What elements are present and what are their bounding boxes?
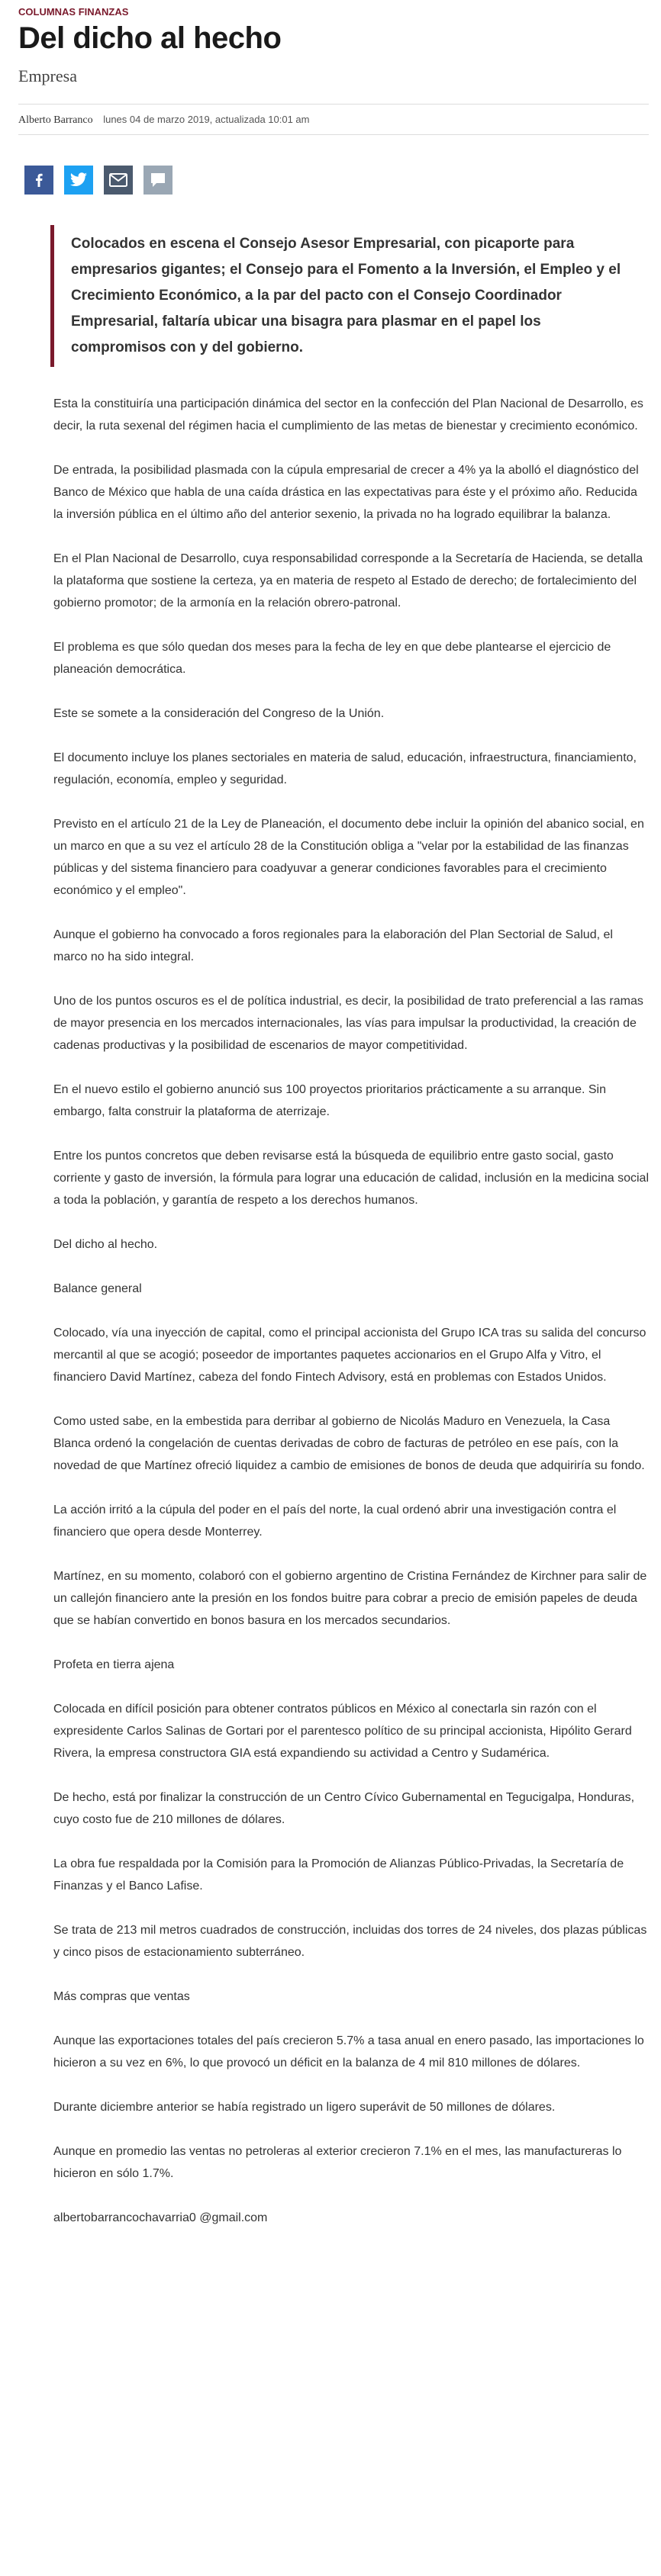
share-email-button[interactable] bbox=[104, 166, 133, 195]
article-title: Del dicho al hecho bbox=[18, 21, 282, 55]
author-name[interactable]: Alberto Barranco bbox=[18, 114, 93, 126]
paragraph: Esta la constituiría una participación dinámica del sector en la confección del Plan Nacional de Desarrollo, es decir, la ruta sexenal del régimen hacia el cumplimiento de las metas de bienestar y crecimiento económico. bbox=[53, 397, 643, 433]
paragraph: Del dicho al hecho. bbox=[53, 1238, 158, 1251]
facebook-icon bbox=[31, 172, 47, 188]
paragraph: Aunque en promedio las ventas no petroleras al exterior crecieron 7.1% en el mes, las manufactureras lo hicieron en sólo 1.7%. bbox=[53, 2145, 622, 2180]
paragraph: Aunque las exportaciones totales del país crecieron 5.7% a tasa anual en enero pasado, las importaciones lo hicieron a su vez en 6%, lo que provocó un déficit en la balanza de 4 mil 810 millones de dólares. bbox=[53, 2034, 644, 2069]
byline bbox=[18, 105, 649, 134]
subheading: Profeta en tierra ajena bbox=[53, 1658, 175, 1671]
divider bbox=[18, 134, 649, 135]
twitter-icon bbox=[69, 172, 88, 188]
article-lead: Colocados en escena el Consejo Asesor Empresarial, con picaporte para empresarios gigantes; el Consejo para el Fomento a la Inversión, el Empleo y el Crecimiento Económico, a la par del pacto con el Consejo Coordinador Empresarial, faltaría ubicar una bisagra para plasmar en el papel los compromisos con y del gobierno. bbox=[50, 225, 636, 367]
paragraph: El documento incluye los planes sectoriales en materia de salud, educación, infraestructura, financiamiento, regulación, economía, empleo y seguridad. bbox=[53, 751, 637, 786]
paragraph: Este se somete a la consideración del Congreso de la Unión. bbox=[53, 707, 385, 720]
paragraph: La acción irritó a la cúpula del poder en el país del norte, la cual ordenó abrir una investigación contra el financiero que opera desde Monterrey. bbox=[53, 1503, 617, 1539]
paragraph: La obra fue respaldada por la Comisión para la Promoción de Alianzas Público-Privadas, la Secretaría de Finanzas y el Banco Lafise. bbox=[53, 1857, 624, 1893]
paragraph: De entrada, la posibilidad plasmada con la cúpula empresarial de crecer a 4% ya la abolló el diagnóstico del Banco de México que habla de una caída drástica en las expectativas para éste y el próximo año. Reducida la inversión pública en el último año del anterior sexenio, la privada no ha logrado equilibrar la balanza. bbox=[53, 464, 639, 521]
paragraph: Entre los puntos concretos que deben revisarse está la búsqueda de equilibrio entre gasto social, gasto corriente y gasto de inversión, la fórmula para lograr una educación de calidad, inclusión en la medicina social a toda la población, y garantía de respeto a los derechos humanos. bbox=[53, 1150, 649, 1207]
share-bar bbox=[24, 166, 649, 195]
paragraph: En el nuevo estilo el gobierno anunció sus 100 proyectos prioritarios prácticamente a su arranque. Sin embargo, falta construir la plataforma de aterrizaje. bbox=[53, 1083, 606, 1118]
share-facebook-button[interactable] bbox=[24, 166, 53, 195]
paragraph: Colocado, vía una inyección de capital, como el principal accionista del Grupo ICA tras su salida del concurso mercantil al que se acogió; poseedor de importantes paquetes accionarios en el Grupo Alfa y Vitro, el financiero David Martínez, cabeza del fondo Fintech Advisory, está en problemas con Estados Unidos. bbox=[53, 1327, 646, 1384]
subheading: Balance general bbox=[53, 1282, 142, 1295]
paragraph: Durante diciembre anterior se había registrado un ligero superávit de 50 millones de dólares. bbox=[53, 2101, 556, 2114]
share-twitter-button[interactable] bbox=[64, 166, 93, 195]
paragraph: Previsto en el artículo 21 de la Ley de Planeación, el documento debe incluir la opinión del abanico social, en un marco en que a su vez el artículo 28 de la Constitución obliga a "velar por la estabilidad de las finanzas públicas y del sistema financiero para coadyuvar a generar condiciones favorables para el crecimiento económico y el empleo". bbox=[53, 818, 644, 897]
article-body bbox=[53, 393, 649, 2229]
section-label[interactable]: COLUMNAS FINANZAS bbox=[18, 6, 129, 18]
article-subtitle: Empresa bbox=[18, 66, 77, 85]
paragraph: Como usted sabe, en la embestida para derribar al gobierno de Nicolás Maduro en Venezuela, la Casa Blanca ordenó la congelación de cuentas derivadas de cobro de facturas de petróleo en ese país, con la novedad de que Martínez ofreció liquidez a cambio de emisiones de bonos de deuda que adquiriría su fondo. bbox=[53, 1415, 645, 1472]
paragraph: El problema es que sólo quedan dos meses para la fecha de ley en que debe plantearse el ejercicio de planeación democrática. bbox=[53, 641, 611, 676]
email-icon bbox=[109, 173, 127, 187]
comment-icon bbox=[150, 172, 166, 188]
paragraph: De hecho, está por finalizar la construcción de un Centro Cívico Gubernamental en Tegucigalpa, Honduras, cuyo costo fue de 210 millones de dólares. bbox=[53, 1791, 635, 1826]
paragraph: Colocada en difícil posición para obtener contratos públicos en México al conectarla sin razón con el expresidente Carlos Salinas de Gortari por el parentesco político de su principal accionista, Hipólito Gerard Rivera, la empresa constructora GIA está expandiendo su actividad a Centro y Sudamérica. bbox=[53, 1703, 632, 1760]
paragraph: Martínez, en su momento, colaboró con el gobierno argentino de Cristina Fernández de Kirchner para salir de un callejón financiero ante la presión en los fondos buitre para cobrar a precio de emisión papeles de deuda que se habían convertido en bonos basura en los mercados secundarios. bbox=[53, 1570, 647, 1627]
paragraph: Aunque el gobierno ha convocado a foros regionales para la elaboración del Plan Sectorial de Salud, el marco no ha sido integral. bbox=[53, 928, 613, 963]
paragraph: Uno de los puntos oscuros es el de política industrial, es decir, la posibilidad de trato preferencial a las ramas de mayor presencia en los mercados internacionales, las vías para impulsar la productividad, la creación de cadenas productivas y la posibilidad de escenarios de mayor competitividad. bbox=[53, 995, 643, 1052]
paragraph: Se trata de 213 mil metros cuadrados de construcción, incluidas dos torres de 24 niveles, dos plazas públicas y cinco pisos de estacionamiento subterráneo. bbox=[53, 1924, 647, 1959]
share-comment-button[interactable] bbox=[143, 166, 173, 195]
paragraph: En el Plan Nacional de Desarrollo, cuya responsabilidad corresponde a la Secretaría de Hacienda, se detalla la plataforma que sostiene la certeza, ya en materia de respeto al Estado de derecho; de fortalecimiento del gobierno promotor; de la armonía en la relación obrero-patronal. bbox=[53, 552, 643, 609]
author-email[interactable]: albertobarrancochavarria0 @gmail.com bbox=[53, 2211, 268, 2224]
subheading: Más compras que ventas bbox=[53, 1990, 190, 2003]
publish-date: lunes 04 de marzo 2019, actualizada 10:01 am bbox=[103, 114, 310, 125]
